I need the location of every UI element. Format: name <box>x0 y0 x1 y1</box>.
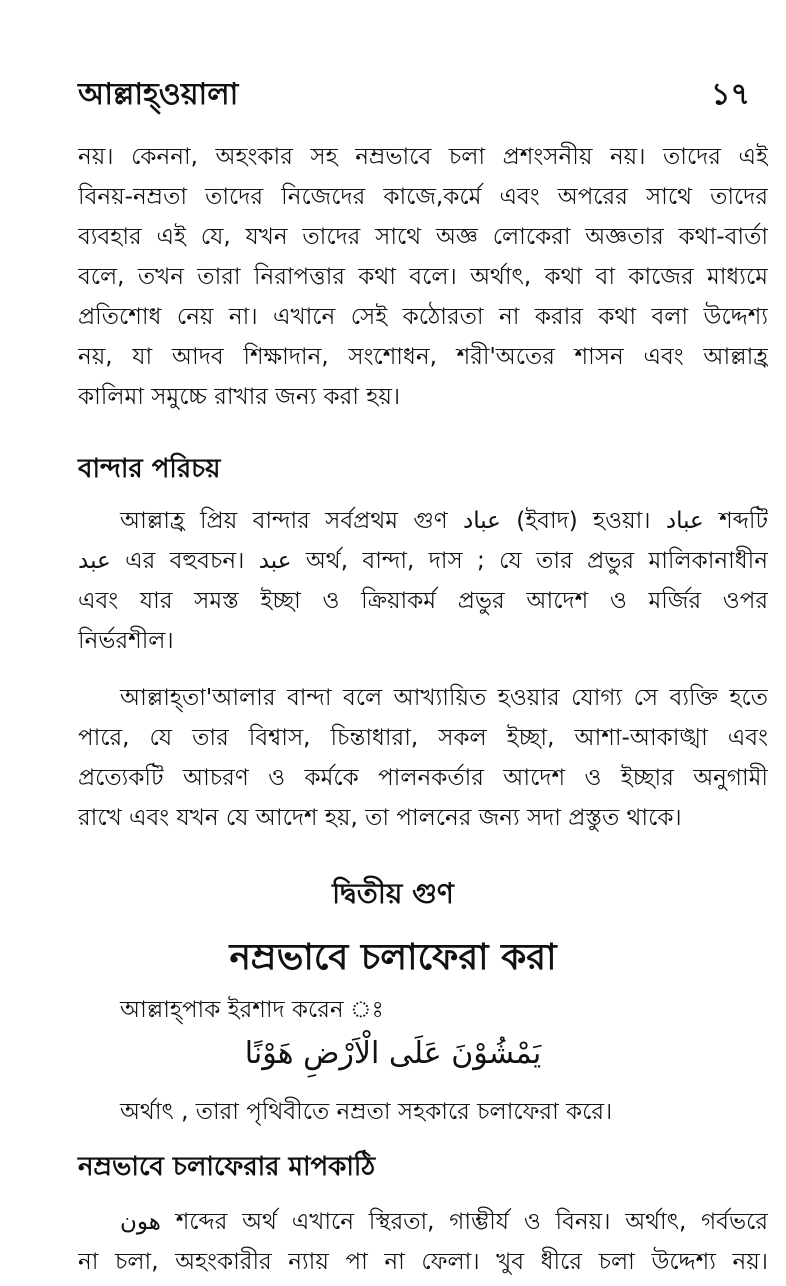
paragraph-4 <box>78 1202 768 1282</box>
text-line: عبد এর বহুবচন। عبد অর্থ, বান্দা, দাস ; যে তার প্রভুর মালিকানাধীন <box>78 548 768 574</box>
paragraph-1 <box>78 137 768 417</box>
text-line: নির্ভরশীল। <box>78 628 174 654</box>
text-line: বিনয়-নম্রতা তাদের নিজেদের কাজে,কর্মে এবং অপরের সাথে তাদের <box>78 184 768 210</box>
text-line: আল্লাহ্তা'আলার বান্দা বলে আখ্যায়িত হওয়ার যোগ্য সে ব্যক্তি হতে <box>120 685 768 711</box>
running-title: আল্লাহ্ওয়ালা <box>78 77 239 112</box>
section-heading: নম্রভাবে চলাফেরার মাপকাঠি <box>78 1152 376 1182</box>
text-line: বলে, তখন তারা নিরাপত্তার কথা বলে। অর্থাৎ, কথা বা কাজের মাধ্যমে <box>78 264 768 290</box>
text-line: প্রত্যেকটি আচরণ ও কর্মকে পালনকর্তার আদেশ ও ইচ্ছার অনুগামী <box>78 765 768 791</box>
text-line: নয়, যা আদব শিক্ষাদান, সংশোধন, শরী'অতের শাসন এবং আল্লাহ্র <box>78 344 768 370</box>
section-heading: বান্দার পরিচয় <box>78 454 221 484</box>
translation: অর্থাৎ , তারা পৃথিবীতে নম্রতা সহকারে চলাফেরা করে। <box>120 1099 613 1125</box>
text-line: আল্লাহ্র প্রিয় বান্দার সর্বপ্রথম গুণ عباد (ইবাদ) হওয়া। عباد শব্দটি <box>120 508 768 534</box>
page-number: ১৭ <box>711 77 750 112</box>
text-line: هون শব্দের অর্থ এখানে স্থিরতা, গাম্ভীর্য ও বিনয়। অর্থাৎ, গর্বভরে <box>120 1209 768 1235</box>
quote-intro: আল্লাহ্পাক ইরশাদ করেন ঃ <box>120 997 384 1023</box>
text-line: প্রতিশোধ নেয় না। এখানে সেই কঠোরতা না করার কথা বলা উদ্দেশ্য <box>78 304 768 330</box>
text-line: পারে, যে তার বিশ্বাস, চিন্তাধারা, সকল ইচ্ছা, আশা-আকাঙ্খা এবং <box>78 725 768 751</box>
paragraph-3 <box>78 678 768 838</box>
text-line: কালিমা সমুচ্চে রাখার জন্য করা হয়। <box>78 384 401 410</box>
section-title: নম্রভাবে চলাফেরা করা <box>229 937 557 978</box>
text-line: না চলা, অহংকারীর ন্যায় পা না ফেলা। খুব ধীরে চলা উদ্দেশ্য নয়। <box>78 1249 768 1275</box>
text-line: ব্যবহার এই যে, যখন তাদের সাথে অজ্ঞ লোকেরা অজ্ঞতার কথা-বার্তা <box>78 224 768 250</box>
translation-block <box>78 1092 768 1132</box>
arabic-verse: يَمْشُوْنَ عَلَى الْاَرْضِ هَوْنًا <box>244 1036 542 1071</box>
section-subtitle: দ্বিতীয় গুণ <box>332 877 454 910</box>
page-header <box>78 70 750 120</box>
text-line: এবং যার সমস্ত ইচ্ছা ও ক্রিয়াকর্ম প্রভুর আদেশ ও মর্জির ওপর <box>78 588 768 614</box>
text-line: রাখে এবং যখন যে আদেশ হয়, তা পালনের জন্য সদা প্রস্তুত থাকে। <box>78 805 682 831</box>
paragraph-2 <box>78 501 768 661</box>
quote-intro-block <box>78 990 768 1030</box>
text-line: নয়। কেননা, অহংকার সহ নম্রভাবে চলা প্রশংসনীয় নয়। তাদের এই <box>78 144 768 170</box>
